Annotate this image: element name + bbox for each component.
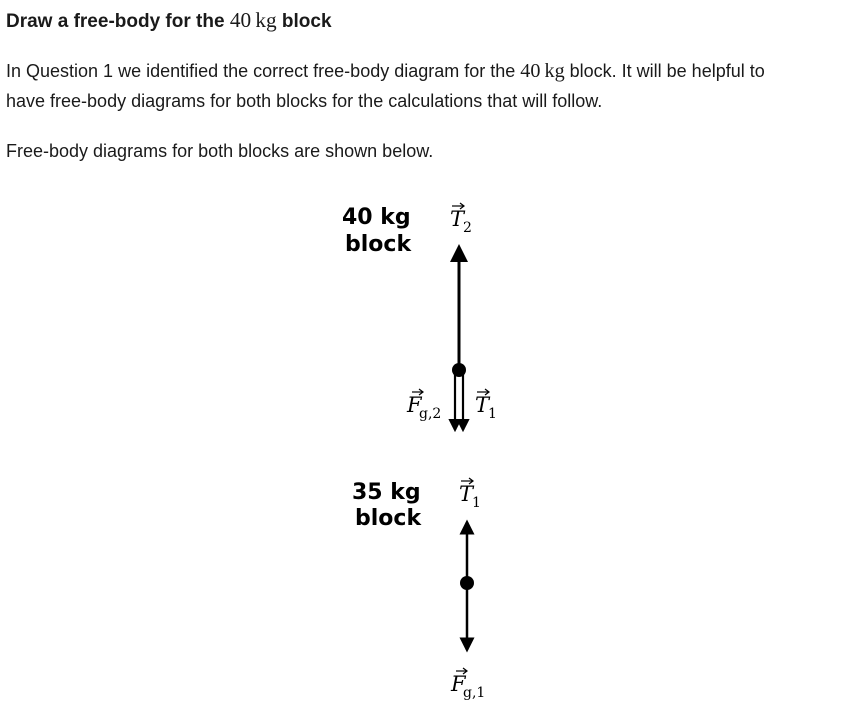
title-mass-unit: kg	[255, 8, 277, 32]
t1-top-symbol: T	[475, 393, 490, 417]
block-top-label-line1: 40 kg	[342, 205, 411, 230]
fbd-35kg-block	[352, 478, 485, 701]
t1-top-subscript: 1	[488, 406, 497, 422]
fbd-40kg-block	[342, 203, 497, 430]
force-label-fg1	[450, 668, 485, 701]
force-label-t1-bottom	[459, 478, 481, 511]
t2-symbol: T	[450, 207, 465, 231]
block-top-label-line2: block	[345, 232, 412, 257]
block-bottom-label-line1: 35 kg	[352, 480, 421, 505]
fg2-symbol: F	[407, 393, 422, 417]
fg1-subscript: g,1	[463, 685, 486, 701]
intro-mass-value: 40	[520, 60, 541, 82]
t1-bottom-symbol: T	[459, 482, 474, 506]
intro-before: In Question 1 we identified the correct free-body diagram for the	[6, 61, 521, 81]
intro-mass-unit: kg	[544, 60, 565, 82]
fg1-symbol: F	[451, 672, 466, 696]
t1-bottom-subscript: 1	[472, 495, 481, 511]
force-label-fg2	[406, 389, 441, 422]
block-bottom-label-line2: block	[355, 506, 422, 531]
force-label-t1-top	[475, 389, 497, 422]
fg2-subscript: g,2	[419, 406, 442, 422]
diagram-caption: Free-body diagrams for both blocks are shown below.	[6, 141, 434, 161]
t2-subscript: 2	[463, 220, 472, 236]
title-suffix: block	[276, 11, 332, 32]
intro-after: block. It will be helpful to have free-body diagrams for both blocks for the calculations that will follow.	[6, 61, 765, 111]
force-label-t2	[450, 203, 472, 236]
title-mass-value: 40	[229, 8, 252, 32]
title-prefix: Draw a free-body for the	[6, 11, 230, 32]
